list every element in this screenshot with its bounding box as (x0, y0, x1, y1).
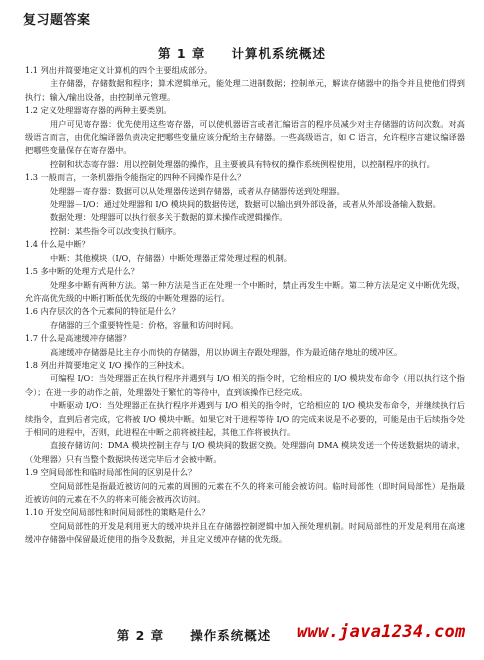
answer-paragraph: 处理多中断有两种方法。第一种方法是当正在处理一个中断时，禁止再发生中断。第二种方法是定义中断优先级，允许高优先级的中断打断低优先级的中断处理器的运行。 (25, 279, 465, 303)
answer-paragraph: 处理器－I/O：通过处理器和 I/O 模块间的数据传送，数据可以输出到外部设备，或者从外部设备输入数据。 (50, 199, 441, 210)
answer-paragraph: 用户可见寄存器：优先使用这些寄存器，可以使机器语言或者汇编语言的程序员减少对主存储器的访问次数。对高级语言而言，由优化编译器负责决定把哪些变量应该分配给主存储器。一些高级语言，如 C 语言，允许程序言建议编译器把哪些变量保存在寄存器中。 (25, 118, 465, 156)
question-line: 1.4 什么是中断？ (25, 239, 90, 250)
answer-paragraph: 控制和状态寄存器：用以控制处理器的操作，且主要被具有特权的操作系统例程使用，以控制程序的执行。 (50, 158, 435, 169)
document-title: 复习题答案 (23, 13, 91, 28)
question-line: 1.9 空间局部性和临时局部性间的区别是什么？ (25, 467, 197, 478)
answer-paragraph: 中断驱动 I/O：当处理器正在执行程序并遇到与 I/O 相关的指令时，它给相应的 I/O 模块发布命令，并继续执行后续指令，直到后者完成，它将被 I/O 模块中断。如果它对于进程等待 I/O 的完成来说是不必要的，可能是由于后续指令处于相同的进程中，否则，此进程在中断之前将被挂起，其他工作将被执行。 (25, 400, 465, 437)
question-line: 1.7 什么是高速缓冲存储器？ (25, 333, 131, 344)
question-line: 1.2 定义处理器寄存器的两种主要类别。 (25, 105, 172, 116)
answer-paragraph: 直接存储访问：DMA 模块控制主存与 I/O 模块间的数据交换。处理器向 DMA 模块发送一个传送数据块的请求，（处理器）只有当整个数据块传送完毕后才会被中断。 (25, 440, 465, 464)
answer-paragraph: 可编程 I/O：当处理器正在执行程序并遇到与 I/O 相关的指令时，它给相应的 I/O 模块发布命令（用以执行这个指令）；在进一步的动作之前，处理器处于繁忙的等待中，直到该操作已经完成。 (25, 373, 465, 397)
question-line: 1.10 开发空间局部性和时间局部性的策略是什么？ (25, 507, 210, 518)
watermark-url: www.java1234.com (297, 622, 466, 642)
document-body (25, 64, 465, 547)
answer-paragraph: 存储器的三个重要特性是：价格，容量和访问时间。 (50, 319, 239, 330)
answer-paragraph: 控制：某些指令可以改变执行顺序。 (50, 225, 182, 236)
answer-paragraph: 数据处理：处理器可以执行很多关于数据的算术操作或逻辑操作。 (50, 212, 288, 223)
question-line: 1.5 多中断的处理方式是什么？ (25, 266, 139, 277)
chapter-2-number: 第 2 章 (116, 628, 165, 643)
chapter-2-title: 操作系统概述 (190, 628, 272, 643)
answer-paragraph: 处理器－寄存器：数据可以从处理器传送到存储器，或者从存储器传送到处理器。 (50, 185, 345, 196)
answer-paragraph: 主存储器，存储数据和程序；算术逻辑单元，能处理二进制数据；控制单元，解读存储器中的指令并且使他们得到执行；输入/输出设备，由控制单元管理。 (25, 78, 465, 102)
chapter-1-number: 第 1 章 (158, 46, 206, 61)
question-line: 1.1 列出并简要地定义计算机的四个主要组成部分。 (25, 65, 213, 75)
question-line: 1.6 内存层次的各个元素间的特征是什么？ (25, 306, 180, 317)
answer-paragraph: 高速缓冲存储器是比主存小而快的存储器，用以协调主存跟处理器，作为最近储存地址的缓冲区。 (50, 346, 403, 357)
answer-paragraph: 中断：其他模块（I/O，存储器）中断处理器正常处理过程的机制。 (50, 252, 292, 263)
chapter-1-heading (0, 44, 484, 62)
chapter-1-title: 计算机系统概述 (231, 46, 326, 61)
answer-paragraph: 空间局部性是指最近被访问的元素的周围的元素在不久的将来可能会被访问。临时局部性（即时间局部性）是指最近被访问的元素在不久的将来可能会被再次访问。 (25, 480, 465, 504)
answer-paragraph: 空间局部性的开发是利用更大的缓冲块并且在存储器控制逻辑中加入预处理机制。时间局部性的开发是利用在高速缓冲存储器中保留最近使用的指令及数据，并且定义缓冲存储的优先级。 (25, 520, 465, 545)
question-line: 1.8 列出并简要地定义 I/O 操作的三种技术。 (25, 359, 190, 370)
question-line: 1.3 一般而言，一条机器指令能指定的四种不同操作是什么？ (25, 172, 246, 183)
